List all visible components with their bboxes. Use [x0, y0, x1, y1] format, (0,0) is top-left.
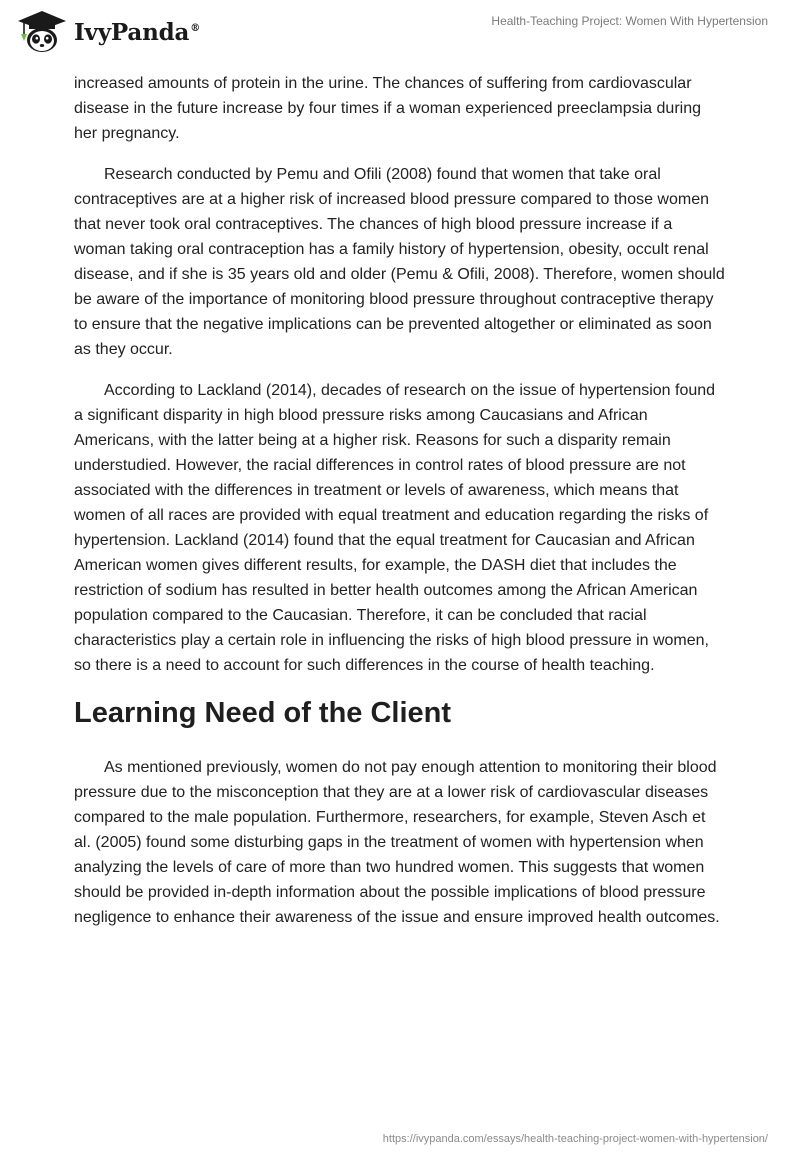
section-heading: Learning Need of the Client — [74, 697, 452, 729]
brand-name: IvyPanda® — [74, 18, 200, 46]
document-title: Health-Teaching Project: Women With Hypertension — [491, 14, 768, 28]
essay-body — [74, 71, 726, 946]
paragraph-4: As mentioned previously, women do not pay enough attention to monitoring their blood pressure due to the misconception that they are at a lower risk of cardiovascular diseases compared to the male population. Furthermore, researchers, for example, Steven Asch et al. (2005) found some disturbing gaps in the treatment of women with hypertension when analyzing the levels of care of more than two hundred women. This suggests that women should be provided in-depth information about the possible implications of blood pressure negligence to enhance their awareness of the issue and ensure improved health outcomes. — [74, 759, 720, 926]
source-url[interactable]: https://ivypanda.com/essays/health-teaching-project-women-with-hypertension/ — [382, 1133, 768, 1145]
paragraph-1: increased amounts of protein in the urine. The chances of suffering from cardiovascular disease in the future increase by four times if a woman experienced preeclampsia during her pregnancy. — [74, 75, 701, 142]
paragraph-3: According to Lackland (2014), decades of research on the issue of hypertension found a significant disparity in high blood pressure risks among Caucasians and African Americans, with the latter being at a higher risk. Reasons for such a disparity remain understudied. However, the racial differences in control rates of blood pressure are not associated with the differences in treatment or levels of awareness, which means that women of all races are provided with equal treatment and education regarding the risks of hypertension. Lackland (2014) found that the equal treatment for Caucasian and African American women gives different results, for example, the DASH diet that includes the restriction of sodium has resulted in better health outcomes among the African American population compared to the Caucasian. Therefore, it can be concluded that racial characteristics play a certain role in influencing the risks of high blood pressure in women, so there is a need to account for such differences in the course of health teaching. — [74, 382, 716, 674]
paragraph-2: Research conducted by Pemu and Ofili (2008) found that women that take oral contraceptives are at a higher risk of increased blood pressure compared to those women that never took oral contraceptives. The chances of high blood pressure increase if a woman taking oral contraception has a family history of hypertension, obesity, occult renal disease, and if she is 35 years old and older (Pemu & Ofili, 2008). Therefore, women should be aware of the importance of monitoring blood pressure throughout contraceptive therapy to ensure that the negative implications can be prevented altogether or eliminated as soon as they occur. — [74, 166, 725, 358]
registered-mark: ® — [190, 22, 200, 34]
ivypanda-logo[interactable] — [16, 8, 200, 56]
panda-graduation-cap-icon — [16, 10, 68, 54]
page-header — [0, 0, 800, 70]
